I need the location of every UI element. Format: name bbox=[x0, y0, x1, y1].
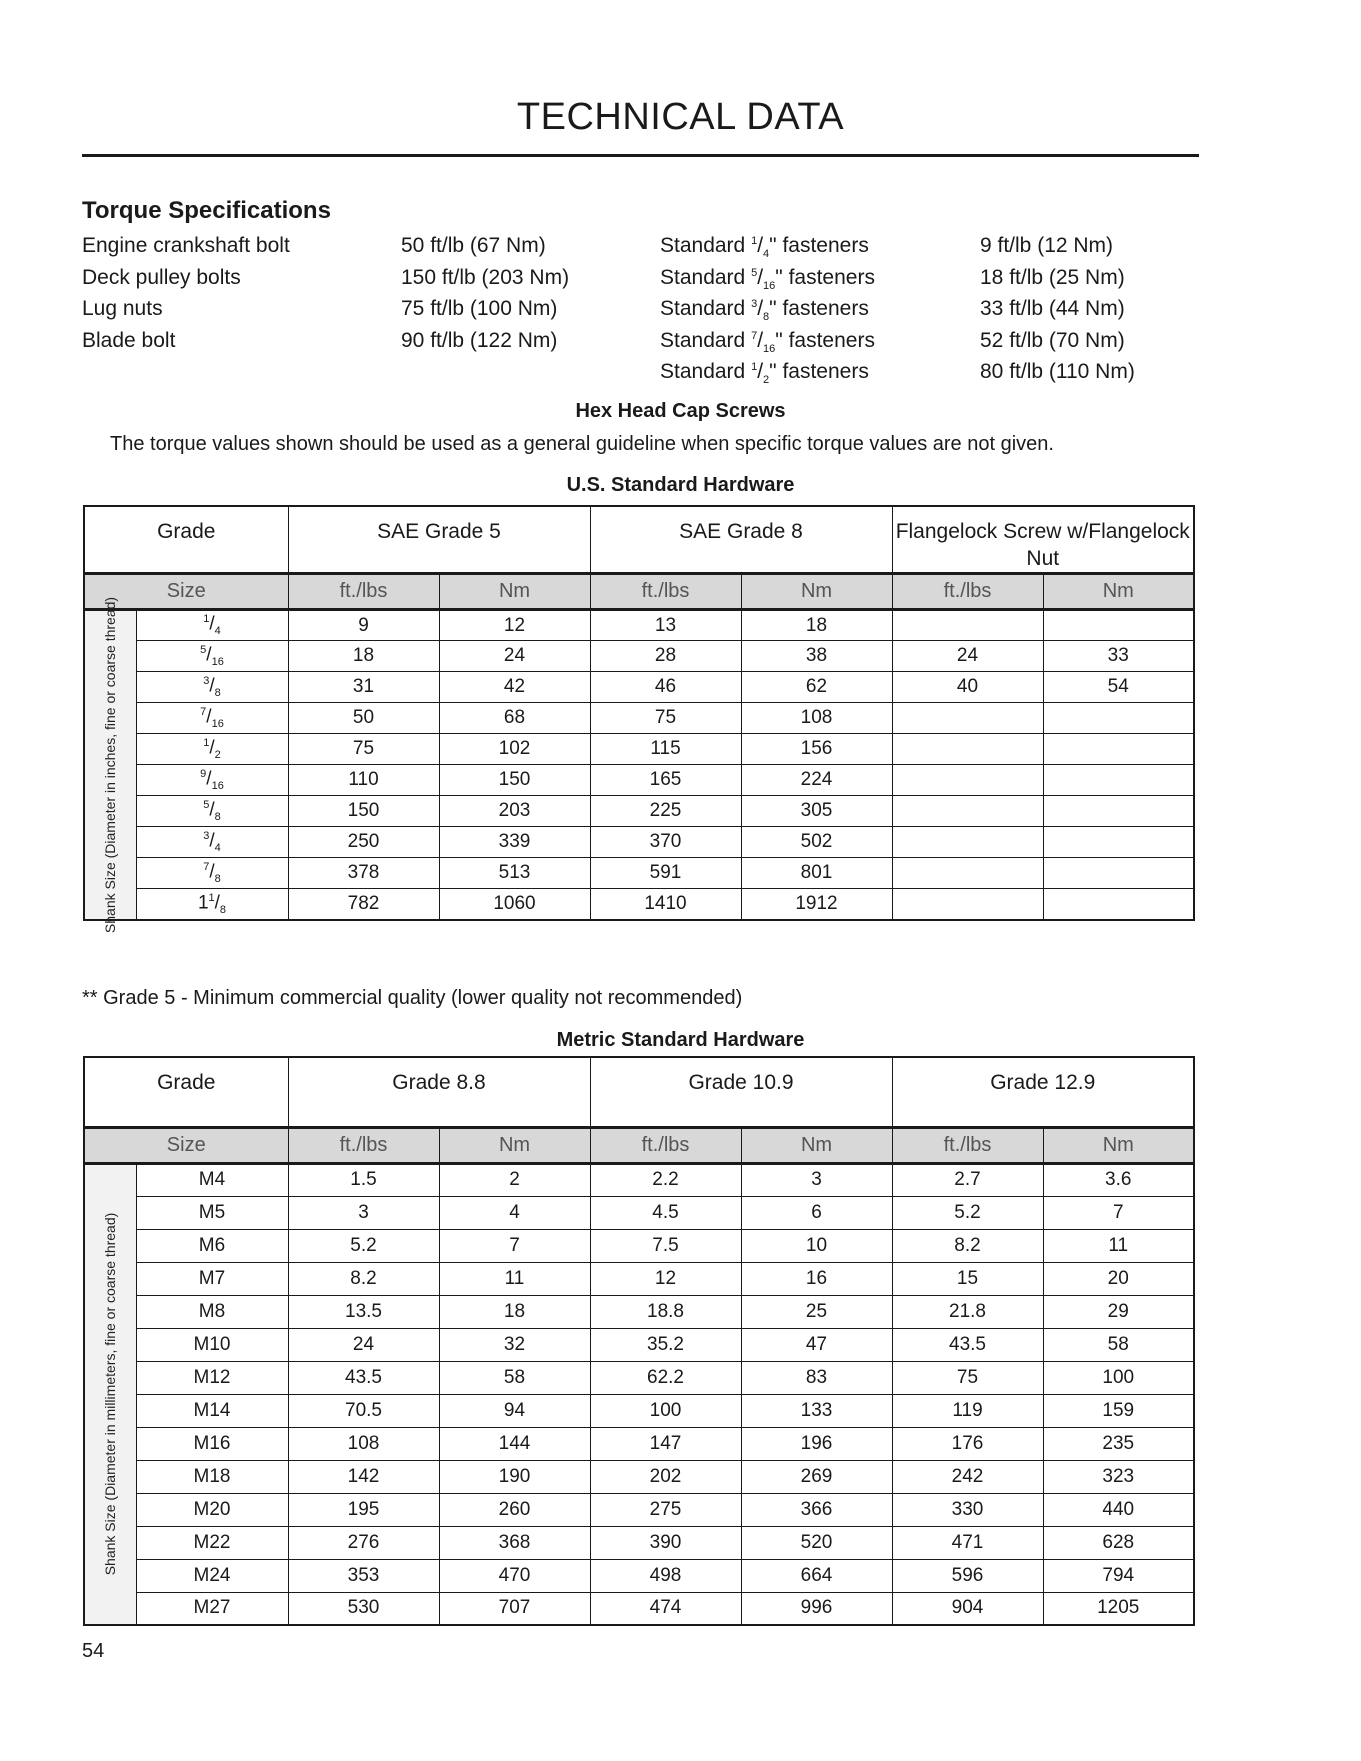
torque-value-cell: 5.2 bbox=[288, 1229, 439, 1262]
shank-size-label bbox=[84, 1163, 136, 1625]
fastener-value: 80 ft/lb (110 Nm) bbox=[980, 360, 1135, 383]
us-standard-table bbox=[83, 505, 1195, 933]
torque-value-cell: 1912 bbox=[741, 889, 892, 920]
torque-value-cell: 242 bbox=[892, 1460, 1043, 1493]
torque-value-cell: 35.2 bbox=[590, 1328, 741, 1361]
torque-value-cell: 150 bbox=[288, 796, 439, 827]
torque-value-cell: 323 bbox=[1043, 1460, 1194, 1493]
torque-value-cell: 904 bbox=[892, 1592, 1043, 1625]
torque-value-cell: 7.5 bbox=[590, 1229, 741, 1262]
table-row bbox=[84, 703, 1194, 734]
torque-value-cell: 18 bbox=[439, 1295, 590, 1328]
torque-value-cell: 133 bbox=[741, 1394, 892, 1427]
size-cell: M8 bbox=[136, 1295, 288, 1328]
torque-value-cell: 40 bbox=[892, 672, 1043, 703]
size-numerator: 9 bbox=[200, 767, 207, 780]
torque-value-cell: 102 bbox=[439, 734, 590, 765]
ftlbs-column-header: ft./lbs bbox=[590, 574, 741, 610]
torque-value-cell: 18 bbox=[288, 641, 439, 672]
guideline-text: The torque values shown should be used as a general guideline when specific torque values are not given. bbox=[110, 433, 1054, 455]
ftlbs-column-header: ft./lbs bbox=[288, 1127, 439, 1163]
size-cell: $^3/_8$ bbox=[136, 672, 288, 703]
fraction-denominator: 4 bbox=[763, 248, 770, 261]
torque-value-cell: 47 bbox=[741, 1328, 892, 1361]
fastener-label: Standard $^1/_2$" fasteners bbox=[660, 360, 869, 387]
size-cell: $^9/_{16}$ bbox=[136, 765, 288, 796]
torque-value-cell: 195 bbox=[288, 1493, 439, 1526]
nm-column-header: Nm bbox=[1043, 574, 1194, 610]
torque-value-cell: 100 bbox=[590, 1394, 741, 1427]
torque-value-cell: 21.8 bbox=[892, 1295, 1043, 1328]
torque-value-cell: 794 bbox=[1043, 1559, 1194, 1592]
torque-value-cell: 260 bbox=[439, 1493, 590, 1526]
fraction-denominator: 8 bbox=[763, 311, 770, 324]
torque-value-cell: 1.5 bbox=[288, 1163, 439, 1196]
size-cell: M16 bbox=[136, 1427, 288, 1460]
torque-value-cell: 368 bbox=[439, 1526, 590, 1559]
size-numerator: 7 bbox=[200, 705, 207, 718]
torque-value-cell bbox=[1043, 734, 1194, 765]
torque-value-cell: 513 bbox=[439, 858, 590, 889]
spec-value: 50 ft/lb (67 Nm) bbox=[401, 234, 546, 257]
size-denominator: 4 bbox=[214, 625, 221, 638]
hex-head-title: Hex Head Cap Screws bbox=[575, 400, 786, 422]
torque-value-cell: 664 bbox=[741, 1559, 892, 1592]
torque-value-cell: 353 bbox=[288, 1559, 439, 1592]
size-numerator: 1 bbox=[203, 613, 210, 626]
torque-value-cell: 1410 bbox=[590, 889, 741, 920]
torque-value-cell: 4 bbox=[439, 1196, 590, 1229]
size-cell: $1^1/_8$ bbox=[136, 889, 288, 920]
size-denominator: 16 bbox=[211, 718, 224, 731]
table-row bbox=[84, 796, 1194, 827]
torque-value-cell: 54 bbox=[1043, 672, 1194, 703]
torque-value-cell: 165 bbox=[590, 765, 741, 796]
torque-value-cell: 276 bbox=[288, 1526, 439, 1559]
torque-value-cell: 707 bbox=[439, 1592, 590, 1625]
fastener-value: 33 ft/lb (44 Nm) bbox=[980, 297, 1125, 320]
torque-value-cell bbox=[1043, 889, 1194, 920]
torque-value-cell: 119 bbox=[892, 1394, 1043, 1427]
size-column-header: Size bbox=[84, 1127, 288, 1163]
torque-value-cell: 75 bbox=[590, 703, 741, 734]
size-cell: M18 bbox=[136, 1460, 288, 1493]
size-numerator: 7 bbox=[203, 860, 210, 873]
size-denominator: 8 bbox=[219, 903, 227, 916]
fastener-suffix: " fasteners bbox=[775, 328, 875, 352]
fraction-denominator: 2 bbox=[763, 374, 770, 387]
shank-size-label-text: Shank Size (Diameter in millimeters, fine or coarse thread) bbox=[102, 1212, 119, 1576]
torque-value-cell: 16 bbox=[741, 1262, 892, 1295]
size-cell: $^7/_8$ bbox=[136, 858, 288, 889]
torque-value-cell: 378 bbox=[288, 858, 439, 889]
size-numerator: 3 bbox=[203, 674, 210, 687]
grade-footnote: ** Grade 5 - Minimum commercial quality (lower quality not recommended) bbox=[82, 987, 743, 1009]
fraction-numerator: 1 bbox=[751, 235, 758, 247]
fastener-prefix: Standard bbox=[660, 328, 746, 352]
fraction-numerator: 5 bbox=[751, 266, 758, 279]
torque-value-cell: 502 bbox=[741, 827, 892, 858]
fastener-label: Standard $^1/_4$" fasteners bbox=[660, 234, 869, 261]
torque-value-cell: 3 bbox=[288, 1196, 439, 1229]
torque-value-cell: 38 bbox=[741, 641, 892, 672]
torque-value-cell: 108 bbox=[288, 1427, 439, 1460]
torque-value-cell: 390 bbox=[590, 1526, 741, 1559]
torque-value-cell: 474 bbox=[590, 1592, 741, 1625]
size-cell: M5 bbox=[136, 1196, 288, 1229]
torque-value-cell bbox=[892, 765, 1043, 796]
torque-value-cell: 32 bbox=[439, 1328, 590, 1361]
fastener-prefix: Standard bbox=[660, 360, 746, 383]
table-row bbox=[84, 1229, 1194, 1262]
size-cell: M12 bbox=[136, 1361, 288, 1394]
table-row bbox=[84, 1262, 1194, 1295]
torque-value-cell: 235 bbox=[1043, 1427, 1194, 1460]
torque-value-cell: 144 bbox=[439, 1427, 590, 1460]
torque-value-cell: 62.2 bbox=[590, 1361, 741, 1394]
torque-value-cell: 196 bbox=[741, 1427, 892, 1460]
table-row bbox=[84, 1493, 1194, 1526]
table-row bbox=[84, 1361, 1194, 1394]
torque-value-cell: 498 bbox=[590, 1559, 741, 1592]
table-row bbox=[84, 1295, 1194, 1328]
torque-value-cell: 470 bbox=[439, 1559, 590, 1592]
size-numerator: 3 bbox=[203, 829, 210, 842]
torque-value-cell: 12 bbox=[439, 610, 590, 641]
torque-value-cell: 440 bbox=[1043, 1493, 1194, 1526]
ftlbs-column-header: ft./lbs bbox=[590, 1127, 741, 1163]
torque-value-cell bbox=[892, 796, 1043, 827]
torque-value-cell: 176 bbox=[892, 1427, 1043, 1460]
torque-value-cell: 115 bbox=[590, 734, 741, 765]
torque-value-cell bbox=[892, 858, 1043, 889]
torque-value-cell bbox=[1043, 796, 1194, 827]
torque-value-cell: 62 bbox=[741, 672, 892, 703]
torque-value-cell: 70.5 bbox=[288, 1394, 439, 1427]
torque-value-cell: 43.5 bbox=[892, 1328, 1043, 1361]
size-cell: $^5/_8$ bbox=[136, 796, 288, 827]
table-row bbox=[84, 1328, 1194, 1361]
torque-value-cell: 20 bbox=[1043, 1262, 1194, 1295]
torque-value-cell: 330 bbox=[892, 1493, 1043, 1526]
section-title: Torque Specifications bbox=[82, 197, 331, 224]
fastener-prefix: Standard bbox=[660, 234, 746, 257]
torque-value-cell: 15 bbox=[892, 1262, 1043, 1295]
size-denominator: 16 bbox=[211, 656, 224, 669]
torque-value-cell: 33 bbox=[1043, 641, 1194, 672]
torque-value-cell: 596 bbox=[892, 1559, 1043, 1592]
torque-value-cell: 225 bbox=[590, 796, 741, 827]
torque-value-cell: 11 bbox=[1043, 1229, 1194, 1262]
torque-value-cell: 68 bbox=[439, 703, 590, 734]
fastener-label: Standard $^3/_8$" fasteners bbox=[660, 297, 869, 324]
torque-value-cell: 530 bbox=[288, 1592, 439, 1625]
torque-value-cell: 83 bbox=[741, 1361, 892, 1394]
torque-value-cell: 58 bbox=[439, 1361, 590, 1394]
table-row bbox=[84, 734, 1194, 765]
nm-column-header: Nm bbox=[439, 1127, 590, 1163]
torque-value-cell: 5.2 bbox=[892, 1196, 1043, 1229]
spec-label: Lug nuts bbox=[82, 297, 163, 320]
torque-value-cell: 75 bbox=[288, 734, 439, 765]
size-cell: M24 bbox=[136, 1559, 288, 1592]
grade-header: Grade bbox=[84, 506, 288, 574]
us-table-title: U.S. Standard Hardware bbox=[566, 474, 795, 496]
table-row bbox=[84, 1526, 1194, 1559]
spec-value: 90 ft/lb (122 Nm) bbox=[401, 328, 558, 352]
torque-value-cell: 203 bbox=[439, 796, 590, 827]
torque-value-cell: 10 bbox=[741, 1229, 892, 1262]
size-denominator: 8 bbox=[214, 687, 221, 700]
metric-standard-table bbox=[83, 1056, 1195, 1626]
fastener-prefix: Standard bbox=[660, 297, 746, 320]
size-denominator: 2 bbox=[214, 749, 221, 762]
torque-value-cell: 156 bbox=[741, 734, 892, 765]
spec-value: 75 ft/lb (100 Nm) bbox=[401, 297, 558, 320]
fastener-suffix: " fasteners bbox=[769, 360, 869, 383]
fastener-value: 52 ft/lb (70 Nm) bbox=[980, 328, 1125, 352]
torque-value-cell: 2 bbox=[439, 1163, 590, 1196]
table-row bbox=[84, 1592, 1194, 1625]
torque-value-cell bbox=[1043, 703, 1194, 734]
spec-label: Deck pulley bolts bbox=[82, 265, 241, 289]
torque-value-cell: 25 bbox=[741, 1295, 892, 1328]
nm-column-header: Nm bbox=[741, 1127, 892, 1163]
size-cell: M27 bbox=[136, 1592, 288, 1625]
fraction-numerator: 1 bbox=[751, 361, 758, 373]
torque-value-cell: 142 bbox=[288, 1460, 439, 1493]
grade-column-header: SAE Grade 5 bbox=[288, 506, 590, 574]
torque-value-cell: 94 bbox=[439, 1394, 590, 1427]
torque-value-cell: 18.8 bbox=[590, 1295, 741, 1328]
torque-value-cell: 8.2 bbox=[288, 1262, 439, 1295]
torque-value-cell: 24 bbox=[892, 641, 1043, 672]
page-number: 54 bbox=[82, 1640, 105, 1662]
torque-value-cell: 3 bbox=[741, 1163, 892, 1196]
torque-value-cell bbox=[1043, 827, 1194, 858]
table-row bbox=[84, 1460, 1194, 1493]
size-numerator: 1 bbox=[208, 891, 215, 904]
size-cell: $^1/_2$ bbox=[136, 734, 288, 765]
nm-column-header: Nm bbox=[439, 574, 590, 610]
torque-value-cell: 2.2 bbox=[590, 1163, 741, 1196]
grade-header: Grade bbox=[84, 1057, 288, 1127]
torque-value-cell: 801 bbox=[741, 858, 892, 889]
table-row bbox=[84, 672, 1194, 703]
title-divider bbox=[82, 154, 1199, 157]
torque-value-cell: 58 bbox=[1043, 1328, 1194, 1361]
fastener-suffix: " fasteners bbox=[769, 297, 869, 320]
table-row bbox=[84, 889, 1194, 920]
size-cell: M7 bbox=[136, 1262, 288, 1295]
fastener-suffix: " fasteners bbox=[775, 265, 875, 289]
torque-value-cell: 6 bbox=[741, 1196, 892, 1229]
spec-value: 150 ft/lb (203 Nm) bbox=[401, 265, 570, 289]
table-row bbox=[84, 641, 1194, 672]
torque-value-cell: 13 bbox=[590, 610, 741, 641]
size-cell: M14 bbox=[136, 1394, 288, 1427]
size-cell: $^1/_4$ bbox=[136, 610, 288, 641]
torque-value-cell: 50 bbox=[288, 703, 439, 734]
nm-column-header: Nm bbox=[1043, 1127, 1194, 1163]
torque-value-cell: 100 bbox=[1043, 1361, 1194, 1394]
table-row bbox=[84, 1196, 1194, 1229]
size-cell: M10 bbox=[136, 1328, 288, 1361]
torque-value-cell: 520 bbox=[741, 1526, 892, 1559]
torque-value-cell bbox=[892, 734, 1043, 765]
size-cell: $^5/_{16}$ bbox=[136, 641, 288, 672]
shank-size-label bbox=[84, 596, 136, 933]
torque-value-cell: 42 bbox=[439, 672, 590, 703]
grade-column-header: Grade 10.9 bbox=[590, 1057, 892, 1127]
size-denominator: 4 bbox=[214, 842, 221, 855]
metric-table-title: Metric Standard Hardware bbox=[556, 1029, 805, 1051]
fastener-value: 9 ft/lb (12 Nm) bbox=[980, 234, 1114, 257]
size-numerator: 5 bbox=[203, 798, 210, 811]
size-cell: M6 bbox=[136, 1229, 288, 1262]
spec-label: Blade bolt bbox=[82, 328, 176, 352]
size-column-header: Size bbox=[84, 574, 288, 610]
torque-value-cell: 339 bbox=[439, 827, 590, 858]
size-cell: M4 bbox=[136, 1163, 288, 1196]
torque-value-cell: 31 bbox=[288, 672, 439, 703]
size-cell: $^3/_4$ bbox=[136, 827, 288, 858]
torque-value-cell: 147 bbox=[590, 1427, 741, 1460]
table-row bbox=[84, 1163, 1194, 1196]
torque-value-cell bbox=[892, 827, 1043, 858]
torque-value-cell: 11 bbox=[439, 1262, 590, 1295]
size-numerator: 5 bbox=[200, 643, 207, 656]
torque-value-cell: 269 bbox=[741, 1460, 892, 1493]
fraction-numerator: 7 bbox=[751, 329, 758, 342]
torque-value-cell: 4.5 bbox=[590, 1196, 741, 1229]
torque-value-cell: 13.5 bbox=[288, 1295, 439, 1328]
fastener-value: 18 ft/lb (25 Nm) bbox=[980, 265, 1125, 289]
size-whole: 1 bbox=[197, 892, 209, 914]
torque-value-cell: 7 bbox=[439, 1229, 590, 1262]
torque-value-cell: 29 bbox=[1043, 1295, 1194, 1328]
torque-value-cell: 12 bbox=[590, 1262, 741, 1295]
torque-value-cell: 190 bbox=[439, 1460, 590, 1493]
torque-value-cell: 202 bbox=[590, 1460, 741, 1493]
size-cell: M22 bbox=[136, 1526, 288, 1559]
fraction-denominator: 16 bbox=[763, 279, 776, 292]
torque-value-cell bbox=[1043, 858, 1194, 889]
fraction-denominator: 16 bbox=[763, 342, 776, 355]
shank-size-label-text: Shank Size (Diameter in inches, fine or coarse thread) bbox=[102, 596, 119, 933]
torque-value-cell: 628 bbox=[1043, 1526, 1194, 1559]
size-cell: M20 bbox=[136, 1493, 288, 1526]
page-title: TECHNICAL DATA bbox=[516, 96, 845, 138]
torque-value-cell: 159 bbox=[1043, 1394, 1194, 1427]
torque-value-cell: 275 bbox=[590, 1493, 741, 1526]
size-denominator: 8 bbox=[214, 873, 221, 886]
size-denominator: 16 bbox=[211, 780, 224, 793]
fraction-numerator: 3 bbox=[751, 298, 758, 310]
torque-value-cell: 224 bbox=[741, 765, 892, 796]
torque-value-cell: 1060 bbox=[439, 889, 590, 920]
table-row bbox=[84, 1427, 1194, 1460]
torque-value-cell bbox=[892, 703, 1043, 734]
torque-value-cell: 9 bbox=[288, 610, 439, 641]
torque-value-cell: 8.2 bbox=[892, 1229, 1043, 1262]
torque-value-cell: 24 bbox=[288, 1328, 439, 1361]
nm-column-header: Nm bbox=[741, 574, 892, 610]
size-denominator: 8 bbox=[214, 811, 221, 824]
table-row bbox=[84, 858, 1194, 889]
ftlbs-column-header: ft./lbs bbox=[892, 574, 1043, 610]
torque-value-cell: 110 bbox=[288, 765, 439, 796]
torque-value-cell: 471 bbox=[892, 1526, 1043, 1559]
size-cell: $^7/_{16}$ bbox=[136, 703, 288, 734]
torque-value-cell: 150 bbox=[439, 765, 590, 796]
torque-value-cell: 43.5 bbox=[288, 1361, 439, 1394]
torque-value-cell: 7 bbox=[1043, 1196, 1194, 1229]
torque-value-cell: 1205 bbox=[1043, 1592, 1194, 1625]
fastener-prefix: Standard bbox=[660, 265, 746, 289]
torque-value-cell bbox=[892, 889, 1043, 920]
ftlbs-column-header: ft./lbs bbox=[892, 1127, 1043, 1163]
table-row bbox=[84, 1559, 1194, 1592]
torque-value-cell: 782 bbox=[288, 889, 439, 920]
table-row bbox=[84, 1394, 1194, 1427]
spec-label: Engine crankshaft bolt bbox=[82, 234, 290, 257]
grade-column-header: SAE Grade 8 bbox=[590, 506, 892, 574]
table-row bbox=[84, 827, 1194, 858]
torque-value-cell bbox=[892, 610, 1043, 641]
torque-value-cell: 3.6 bbox=[1043, 1163, 1194, 1196]
grade-column-header: Grade 12.9 bbox=[892, 1057, 1194, 1127]
torque-value-cell: 18 bbox=[741, 610, 892, 641]
torque-value-cell: 591 bbox=[590, 858, 741, 889]
torque-value-cell: 28 bbox=[590, 641, 741, 672]
torque-value-cell: 46 bbox=[590, 672, 741, 703]
fastener-label: Standard $^5/_{16}$" fasteners bbox=[660, 265, 875, 292]
grade-column-header: Grade 8.8 bbox=[288, 1057, 590, 1127]
fastener-label: Standard $^7/_{16}$" fasteners bbox=[660, 328, 875, 355]
table-row bbox=[84, 610, 1194, 641]
torque-value-cell bbox=[1043, 610, 1194, 641]
size-numerator: 1 bbox=[203, 736, 210, 749]
ftlbs-column-header: ft./lbs bbox=[288, 574, 439, 610]
torque-value-cell bbox=[1043, 765, 1194, 796]
torque-value-cell: 250 bbox=[288, 827, 439, 858]
torque-value-cell: 108 bbox=[741, 703, 892, 734]
grade-column-header: Flangelock Screw w/Flangelock Nut bbox=[892, 506, 1194, 574]
torque-value-cell: 24 bbox=[439, 641, 590, 672]
torque-value-cell: 996 bbox=[741, 1592, 892, 1625]
torque-value-cell: 305 bbox=[741, 796, 892, 827]
torque-value-cell: 75 bbox=[892, 1361, 1043, 1394]
table-row bbox=[84, 765, 1194, 796]
fastener-suffix: " fasteners bbox=[769, 234, 869, 257]
torque-value-cell: 366 bbox=[741, 1493, 892, 1526]
torque-value-cell: 2.7 bbox=[892, 1163, 1043, 1196]
torque-value-cell: 370 bbox=[590, 827, 741, 858]
